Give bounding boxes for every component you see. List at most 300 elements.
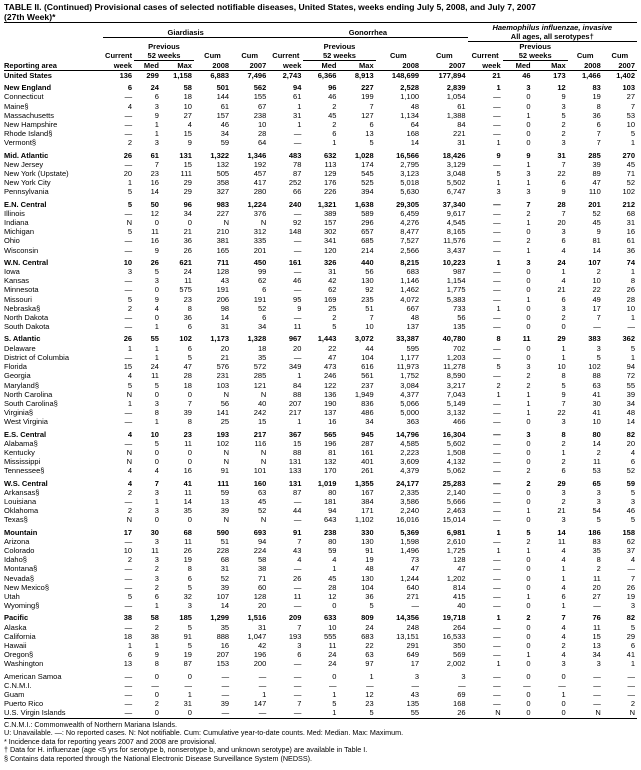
value-cell: 168 xyxy=(453,699,466,709)
value-cell: — xyxy=(493,573,501,583)
value-cell: 158 xyxy=(622,527,635,537)
value-cell: — xyxy=(124,690,133,699)
value-cell: 34 xyxy=(365,417,374,427)
value-cell: 24 xyxy=(328,659,337,669)
value-cell: — xyxy=(151,680,159,690)
value-cell: — xyxy=(627,690,635,699)
value-cell: 5,383 xyxy=(446,294,466,304)
reporting-area-cell: Kansas xyxy=(4,276,30,286)
value-cell: 14 xyxy=(626,417,635,427)
value-cell: 0 xyxy=(187,447,192,457)
value-cell: 1,388 xyxy=(446,110,466,120)
value-cell: — xyxy=(293,671,302,681)
reporting-area-cell: Arkansas§ xyxy=(4,487,40,497)
value-cell: 157 xyxy=(323,218,337,228)
value-cell: — xyxy=(493,313,501,323)
value-cell: 9 xyxy=(297,303,302,313)
value-cell: 82 xyxy=(626,429,635,439)
value-cell: 1 xyxy=(332,138,337,148)
value-cell: — xyxy=(493,101,501,111)
value-cell: 0 xyxy=(561,671,566,681)
value-cell: — xyxy=(293,129,302,139)
value-cell: 0 xyxy=(154,671,159,681)
value-cell: 88 xyxy=(592,371,601,381)
value-cell: 7 xyxy=(596,138,601,148)
reporting-area-cell: U.S. Virgin Islands xyxy=(4,708,103,718)
value-cell: 173 xyxy=(553,71,566,80)
reporting-area-cell: Wisconsin xyxy=(4,245,39,255)
value-cell: 24 xyxy=(150,362,159,372)
value-cell: — xyxy=(124,438,133,448)
value-cell: 80 xyxy=(592,429,601,439)
value-cell: 4 xyxy=(127,371,133,381)
value-cell: 47 xyxy=(183,362,192,372)
reporting-area-cell: North Carolina xyxy=(4,389,53,399)
value-cell: — xyxy=(124,236,133,246)
value-cell: 52 xyxy=(592,208,601,218)
value-cell: 1,019 xyxy=(317,478,337,488)
value-cell: 14 xyxy=(220,313,230,323)
value-cell: 0 xyxy=(526,352,531,362)
table-row xyxy=(4,546,637,555)
value-cell: 16 xyxy=(220,640,230,650)
value-cell: 5 xyxy=(630,343,635,353)
value-cell: 3 xyxy=(154,536,159,546)
value-cell: — xyxy=(493,208,501,218)
value-cell: — xyxy=(328,680,337,690)
reporting-area-cell: North Dakota xyxy=(4,313,49,323)
value-cell: 19 xyxy=(183,555,192,565)
value-cell: — xyxy=(124,129,133,139)
value-cell: — xyxy=(124,671,133,681)
table-row xyxy=(4,659,637,668)
value-cell: 50 xyxy=(150,199,159,209)
value-cell: — xyxy=(194,708,231,718)
value-cell: 6 xyxy=(187,343,192,353)
value-cell: 29,305 xyxy=(396,199,420,209)
value-cell: — xyxy=(293,515,302,525)
value-cell: 71 xyxy=(257,573,267,583)
value-cell: 2 xyxy=(154,622,159,632)
value-cell: 56 xyxy=(457,313,466,323)
value-cell: 39 xyxy=(626,389,635,399)
value-cell: 237 xyxy=(361,380,374,390)
value-cell: 72 xyxy=(626,371,635,381)
value-cell: 0 xyxy=(561,699,566,709)
value-cell: 8,165 xyxy=(446,227,466,237)
value-cell: 238 xyxy=(323,527,337,537)
value-cell: 196 xyxy=(323,438,337,448)
value-cell: 4,377 xyxy=(400,389,420,399)
value-cell: — xyxy=(124,573,133,583)
reporting-area-cell: Oregon§ xyxy=(4,650,34,660)
value-cell: 62 xyxy=(626,536,635,546)
value-cell: 153 xyxy=(216,659,230,669)
value-cell: 177,894 xyxy=(438,71,466,80)
value-cell: 41 xyxy=(626,650,635,660)
value-cell: 565 xyxy=(323,429,337,439)
value-cell: 5,666 xyxy=(446,496,466,506)
value-cell: 167 xyxy=(361,487,374,497)
value-cell: 381 xyxy=(216,236,230,246)
value-cell: 7 xyxy=(369,101,374,111)
value-cell: 29 xyxy=(557,334,566,344)
value-cell: 4 xyxy=(297,555,302,565)
reporting-area-cell: South Dakota xyxy=(4,322,50,332)
value-cell: 6 xyxy=(630,640,635,650)
value-cell: 6 xyxy=(154,591,159,601)
value-cell: 1 xyxy=(297,120,302,130)
value-cell: 8 xyxy=(596,101,601,111)
value-cell: 102 xyxy=(588,362,601,372)
table-row xyxy=(4,457,637,466)
value-cell: 60 xyxy=(257,582,267,592)
value-cell: 4,072 xyxy=(400,294,420,304)
value-cell: 55 xyxy=(376,708,421,718)
value-cell: 235 xyxy=(361,294,374,304)
value-cell: — xyxy=(593,601,601,611)
value-cell: 5,066 xyxy=(400,398,420,408)
value-cell: 363 xyxy=(406,417,420,427)
value-cell: 6 xyxy=(596,120,601,130)
reporting-area-cell: C.N.M.I. xyxy=(4,680,32,690)
value-cell: 131 xyxy=(288,457,302,467)
value-cell: 3 xyxy=(154,555,159,565)
reporting-area-cell: E.N. Central xyxy=(4,199,47,209)
value-cell: 15 xyxy=(257,417,267,427)
value-cell: — xyxy=(493,447,501,457)
value-cell: 7 xyxy=(187,398,192,408)
value-cell: 888 xyxy=(216,631,230,641)
value-cell: 6 xyxy=(187,573,192,583)
value-cell: 42 xyxy=(328,276,337,286)
value-cell: 26 xyxy=(150,257,159,267)
reporting-area-cell: Pacific xyxy=(4,613,29,623)
table-row xyxy=(4,555,637,564)
value-cell: 24 xyxy=(150,83,159,93)
value-cell: 2 xyxy=(496,380,501,390)
reporting-area-cell: Minnesota xyxy=(4,285,39,295)
value-cell: 809 xyxy=(361,613,374,623)
value-cell: 11,278 xyxy=(443,362,466,372)
value-cell: — xyxy=(493,487,501,497)
value-cell: 1,244 xyxy=(400,573,420,583)
value-cell: 0 xyxy=(154,447,159,457)
value-cell: 1 xyxy=(496,545,501,555)
value-cell: 2 xyxy=(526,371,531,381)
value-cell: 4,585 xyxy=(400,438,420,448)
value-cell: 120 xyxy=(323,245,337,255)
value-cell: 102 xyxy=(179,334,192,344)
value-cell: 35 xyxy=(220,622,230,632)
value-cell: 23 xyxy=(365,699,374,709)
value-cell: 58 xyxy=(257,555,267,565)
value-cell: 0 xyxy=(526,276,531,286)
value-cell: 1 xyxy=(154,120,159,130)
value-cell: 2,743 xyxy=(282,71,302,80)
value-cell: 34 xyxy=(257,322,267,332)
reporting-area-cell: Wyoming§ xyxy=(4,601,40,611)
value-cell: 18 xyxy=(183,380,192,390)
value-cell: 47 xyxy=(592,178,601,188)
value-cell: 5 xyxy=(526,527,531,537)
value-cell: 53 xyxy=(626,110,635,120)
value-cell: 1,054 xyxy=(446,92,466,102)
value-cell: 64 xyxy=(257,138,267,148)
value-cell: 4 xyxy=(561,650,566,660)
value-cell: 8,913 xyxy=(354,71,374,80)
reporting-area-cell: Delaware xyxy=(4,343,36,353)
value-cell: 417 xyxy=(253,178,267,188)
value-cell: 6 xyxy=(262,285,267,295)
value-cell: N xyxy=(260,447,267,457)
value-cell: 37,340 xyxy=(442,199,466,209)
value-cell: 2 xyxy=(127,487,133,497)
value-cell: — xyxy=(523,680,531,690)
value-cell: 19 xyxy=(592,92,601,102)
value-cell: 56 xyxy=(365,267,374,277)
value-cell: 47 xyxy=(328,352,337,362)
reporting-area-cell: Arizona xyxy=(4,536,30,546)
value-cell: — xyxy=(493,536,501,546)
value-cell: 14 xyxy=(183,496,192,506)
value-cell: 9 xyxy=(187,138,192,148)
value-cell: — xyxy=(493,438,501,448)
value-cell: 4 xyxy=(561,631,566,641)
value-cell: 55 xyxy=(626,380,635,390)
reporting-area-cell: Montana§ xyxy=(4,564,38,574)
value-cell: 4 xyxy=(561,545,566,555)
value-cell: 8 xyxy=(187,417,192,427)
value-cell: 9 xyxy=(154,110,159,120)
value-cell: 10 xyxy=(183,101,192,111)
value-cell: 206 xyxy=(216,294,230,304)
value-cell: — xyxy=(124,208,133,218)
value-cell: 122 xyxy=(323,380,337,390)
table-row xyxy=(4,583,637,592)
value-cell: 0 xyxy=(154,690,159,699)
value-cell: 227 xyxy=(361,83,374,93)
value-cell: 171 xyxy=(361,506,374,516)
value-cell: 7 xyxy=(561,398,566,408)
value-cell: 28 xyxy=(257,129,267,139)
value-cell: 1,322 xyxy=(210,150,230,160)
value-cell: 12 xyxy=(150,208,159,218)
value-cell: 562 xyxy=(253,83,267,93)
value-cell: 2 xyxy=(154,582,159,592)
reporting-area-cell: District of Columbia xyxy=(4,352,70,362)
value-cell: 2 xyxy=(127,138,133,148)
value-cell: — xyxy=(293,564,302,574)
value-cell: 53 xyxy=(592,466,601,476)
value-cell: 3 xyxy=(526,187,531,197)
value-cell: 1 xyxy=(154,352,159,362)
value-cell: — xyxy=(293,208,302,218)
value-cell: 94 xyxy=(626,362,635,372)
value-cell: N xyxy=(126,447,133,457)
value-cell: 15,014 xyxy=(442,515,466,525)
value-cell: 1 xyxy=(154,640,159,650)
value-cell: 76 xyxy=(592,613,601,623)
value-cell: 91 xyxy=(183,631,192,641)
table-row xyxy=(4,322,637,331)
value-cell: 59 xyxy=(626,478,635,488)
table-row xyxy=(4,690,637,699)
value-cell: 13 xyxy=(592,640,601,650)
value-cell: 3 xyxy=(561,303,566,313)
value-cell: 8,477 xyxy=(400,227,420,237)
value-cell: 2 xyxy=(526,380,531,390)
value-cell: 24 xyxy=(328,650,337,660)
value-cell: 96 xyxy=(183,199,192,209)
value-cell: 3,586 xyxy=(400,496,420,506)
value-cell: 174 xyxy=(361,159,374,169)
value-cell: 217 xyxy=(288,408,302,418)
value-cell: 226 xyxy=(323,187,337,197)
value-cell: 39 xyxy=(220,506,230,516)
value-cell: 341 xyxy=(323,236,337,246)
value-cell: 0 xyxy=(526,659,531,669)
value-cell: 196 xyxy=(253,650,267,660)
value-cell: 45 xyxy=(328,110,337,120)
value-cell: — xyxy=(258,671,267,681)
value-cell: — xyxy=(493,227,501,237)
reporting-area-cell: Missouri xyxy=(4,294,32,304)
value-cell: 4 xyxy=(127,101,133,111)
value-cell: — xyxy=(493,466,501,476)
value-cell: 55 xyxy=(150,334,159,344)
value-cell: 59 xyxy=(328,545,337,555)
value-cell: 62 xyxy=(257,276,267,286)
value-cell: 3 xyxy=(526,362,531,372)
value-cell: 246 xyxy=(323,371,337,381)
value-cell: 2 xyxy=(630,699,635,709)
value-cell: 14 xyxy=(410,138,420,148)
value-cell: — xyxy=(493,129,501,139)
value-cell: 1,224 xyxy=(247,199,267,209)
value-cell: 1,508 xyxy=(446,447,466,457)
value-cell: 231 xyxy=(216,371,230,381)
value-cell: 2 xyxy=(561,313,566,323)
value-cell: 1 xyxy=(526,408,531,418)
value-cell: 2 xyxy=(127,555,133,565)
value-cell: 0 xyxy=(526,313,531,323)
value-cell: 0 xyxy=(526,303,531,313)
value-cell: 1 xyxy=(561,564,566,574)
value-cell: 15 xyxy=(592,631,601,641)
value-cell: 94 xyxy=(293,83,302,93)
value-cell: — xyxy=(124,285,133,295)
value-cell: 170 xyxy=(323,466,337,476)
value-cell: 252 xyxy=(288,178,302,188)
value-cell: 3 xyxy=(596,659,601,669)
value-cell: 5 xyxy=(338,708,375,718)
value-cell: 212 xyxy=(622,199,635,209)
reporting-area-cell: New York City xyxy=(4,178,51,188)
value-cell: 83 xyxy=(592,536,601,546)
value-cell: 0 xyxy=(526,138,531,148)
value-cell: 8 xyxy=(496,334,501,344)
value-cell: — xyxy=(493,622,501,632)
value-cell: 1 xyxy=(526,545,531,555)
value-cell: 575 xyxy=(179,285,192,295)
value-cell: 45 xyxy=(257,496,267,506)
value-cell: 22 xyxy=(557,408,566,418)
value-cell: 214 xyxy=(361,245,374,255)
value-cell: 2,839 xyxy=(446,83,466,93)
value-cell: 2 xyxy=(561,129,566,139)
table-row xyxy=(4,399,637,408)
value-cell: 26 xyxy=(123,334,133,344)
value-cell: — xyxy=(493,245,501,255)
value-cell: 2 xyxy=(561,496,566,506)
reporting-area-cell: West Virginia xyxy=(4,417,48,427)
value-cell: 440 xyxy=(361,257,374,267)
value-cell: 3,132 xyxy=(446,408,466,418)
value-cell: 473 xyxy=(323,362,337,372)
value-cell: 48 xyxy=(410,313,420,323)
value-cell: 78 xyxy=(293,159,302,169)
value-cell: 0 xyxy=(526,457,531,467)
value-cell: 18,426 xyxy=(442,150,466,160)
value-cell: — xyxy=(124,496,133,506)
value-cell: 3 xyxy=(596,343,601,353)
value-cell: 1,173 xyxy=(210,334,230,344)
table-row xyxy=(4,304,637,313)
value-cell: 5 xyxy=(332,322,337,332)
value-cell: 561 xyxy=(361,371,374,381)
value-cell: 545 xyxy=(361,169,374,179)
value-cell: 3 xyxy=(561,487,566,497)
value-cell: 66 xyxy=(293,187,302,197)
value-cell: 14 xyxy=(150,187,159,197)
reporting-area-cell: Texas§ xyxy=(4,515,28,525)
value-cell: 87 xyxy=(293,487,302,497)
value-cell: 65 xyxy=(592,478,601,488)
value-cell: — xyxy=(124,408,133,418)
value-cell: 161 xyxy=(361,447,374,457)
value-cell: 389 xyxy=(323,208,337,218)
value-cell: 2 xyxy=(596,447,601,457)
value-cell: 711 xyxy=(216,257,230,267)
value-cell: 2 xyxy=(526,466,531,476)
value-cell: N xyxy=(223,218,230,228)
value-cell: 22 xyxy=(365,640,374,650)
value-cell: 1 xyxy=(154,601,159,611)
value-cell: 1,028 xyxy=(354,150,374,160)
value-cell: 29 xyxy=(557,478,566,488)
value-cell: 81 xyxy=(592,236,601,246)
value-cell: 5 xyxy=(332,699,337,709)
value-cell: 217 xyxy=(253,429,267,439)
value-cell: 131 xyxy=(179,150,192,160)
reporting-area-cell: W.S. Central xyxy=(4,478,48,488)
value-cell: 148,699 xyxy=(391,71,420,80)
value-cell: 17 xyxy=(123,527,133,537)
value-cell: 221 xyxy=(453,129,466,139)
reporting-area-cell: Idaho§ xyxy=(4,555,27,565)
value-cell: 2 xyxy=(332,313,337,323)
value-cell: 4 xyxy=(127,478,133,488)
value-cell: 0 xyxy=(526,515,531,525)
value-cell: 9 xyxy=(154,294,159,304)
value-cell: 270 xyxy=(622,150,635,160)
value-cell: 19 xyxy=(183,650,192,660)
value-cell: 192 xyxy=(253,159,267,169)
value-cell: N xyxy=(260,457,267,467)
reporting-area-cell: United States xyxy=(4,71,52,80)
value-cell: — xyxy=(493,631,501,641)
